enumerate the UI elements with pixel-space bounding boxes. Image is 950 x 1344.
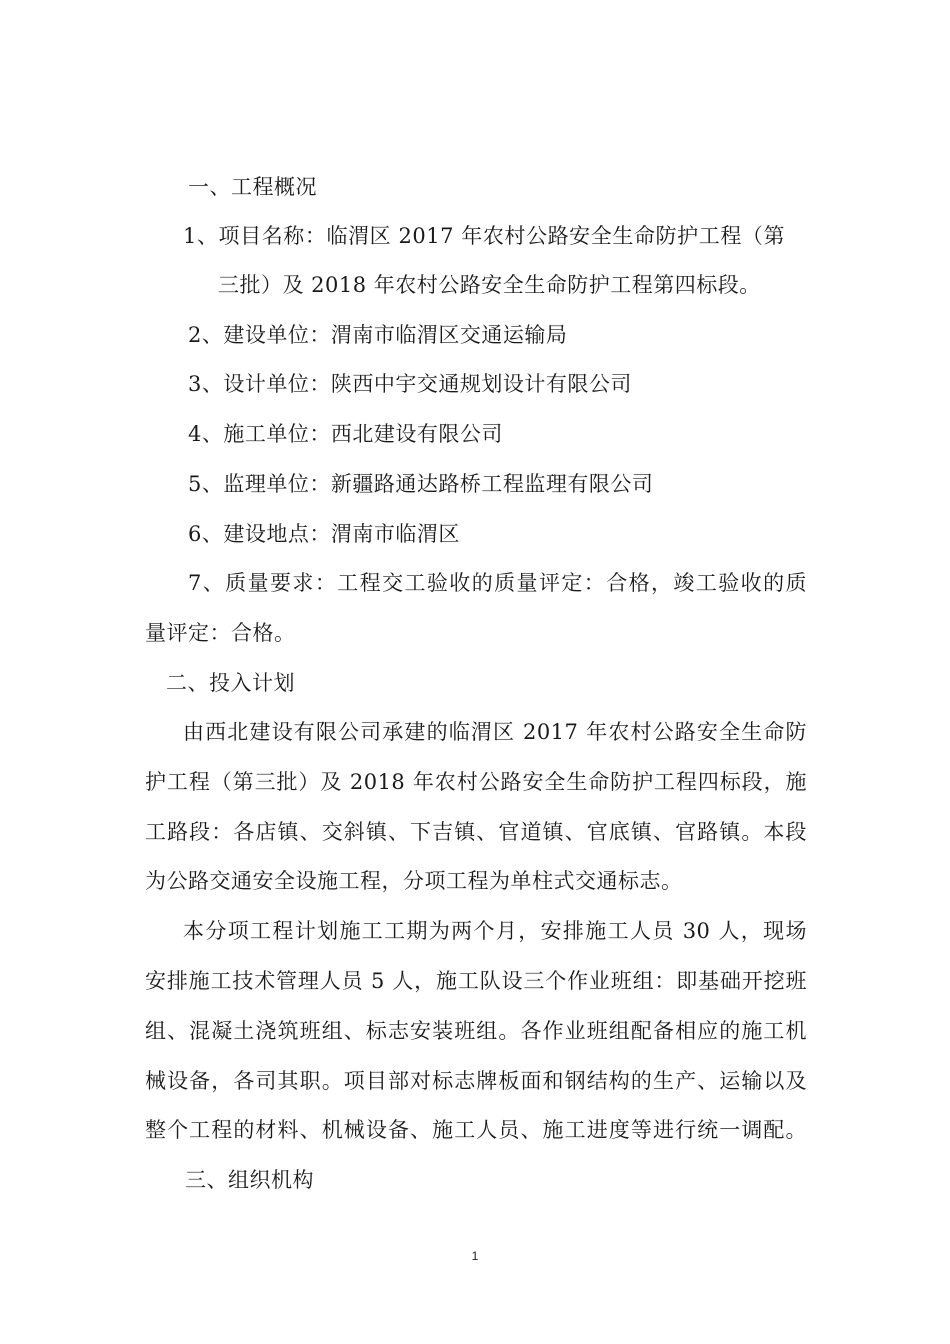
investment-paragraph1-line2: 护工程（第三批）及 2018 年农村公路安全生命防护工程四标段，施: [145, 770, 807, 794]
section-heading-investment: 二、投入计划: [166, 671, 295, 695]
investment-paragraph2-line3: 组、混凝土浇筑班组、标志安装班组。各作业班组配备相应的施工机: [145, 1019, 807, 1043]
investment-paragraph1-line4: 为公路交通安全设施工程，分项工程为单柱式交通标志。: [145, 869, 683, 893]
page-number: 1: [471, 1249, 479, 1263]
item-design-unit: 3、设计单位：陕西中宇交通规划设计有限公司: [188, 372, 632, 396]
investment-paragraph1-line3: 工路段：各店镇、交斜镇、下吉镇、官道镇、官底镇、官路镇。本段: [145, 820, 807, 844]
item-quality-line2: 量评定：合格。: [145, 621, 296, 645]
item-quality-line1: 7、质量要求：工程交工验收的质量评定：合格，竣工验收的质: [188, 571, 807, 595]
item-project-name-line2: 三批）及 2018 年农村公路安全生命防护工程第四标段。: [218, 273, 761, 297]
section-heading-organization: 三、组织机构: [185, 1168, 314, 1192]
investment-paragraph2-line2: 安排施工技术管理人员 5 人，施工队设三个作业班组：即基础开挖班: [145, 969, 807, 993]
investment-paragraph2-line1: 本分项工程计划施工工期为两个月，安排施工人员 30 人，现场: [183, 919, 807, 943]
investment-paragraph2-line4: 械设备，各司其职。项目部对标志牌板面和钢结构的生产、运输以及: [145, 1069, 807, 1093]
item-construction-unit: 2、建设单位：渭南市临渭区交通运输局: [188, 323, 568, 347]
item-project-name-line1: 1、项目名称：临渭区 2017 年农村公路安全生命防护工程（第: [183, 224, 785, 248]
item-builder-unit: 4、施工单位：西北建设有限公司: [188, 422, 503, 446]
item-location: 6、建设地点：渭南市临渭区: [188, 522, 460, 546]
section-heading-overview: 一、工程概况: [188, 175, 317, 199]
investment-paragraph1-line1: 由西北建设有限公司承建的临渭区 2017 年农村公路安全生命防: [183, 720, 807, 744]
item-supervision-unit: 5、监理单位：新疆路通达路桥工程监理有限公司: [188, 472, 654, 496]
investment-paragraph2-line5: 整个工程的材料、机械设备、施工人员、施工进度等进行统一调配。: [145, 1118, 807, 1142]
